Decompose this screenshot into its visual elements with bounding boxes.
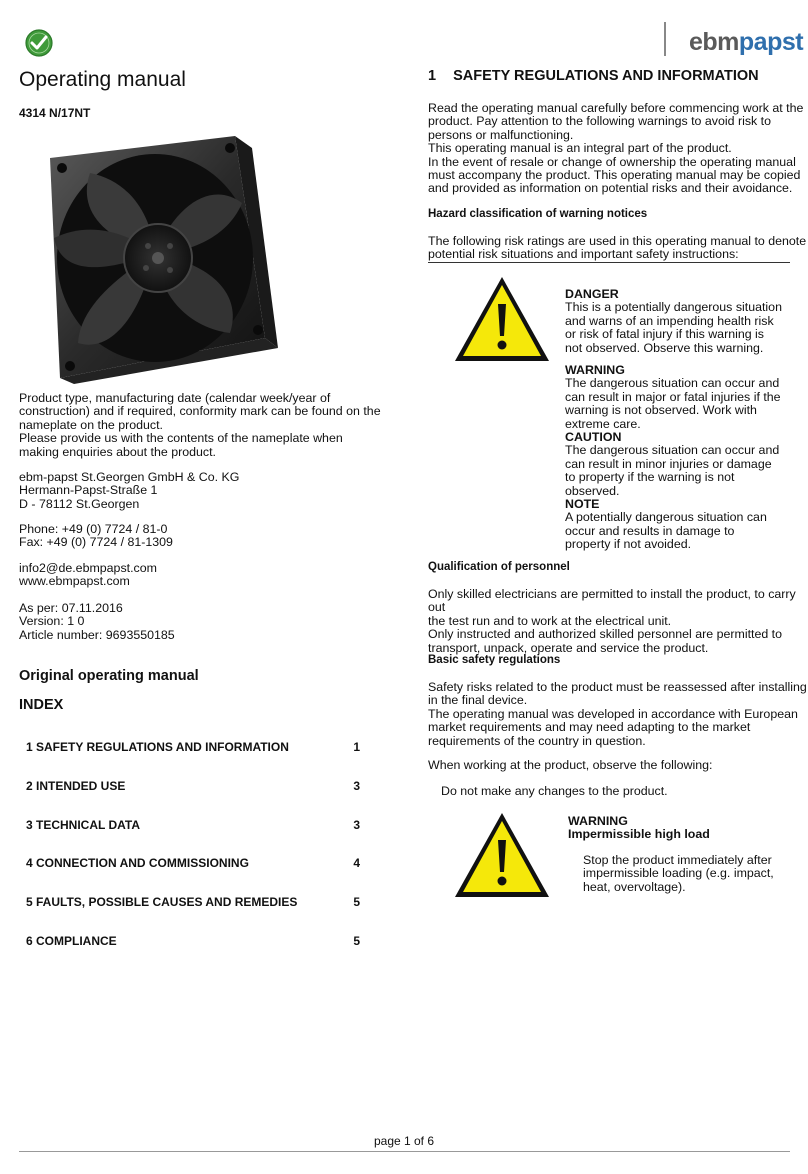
- w2-line: heat, overvoltage).: [583, 879, 686, 894]
- basic-line: in the final device.: [428, 693, 528, 708]
- warning-line: The dangerous situation can occur and: [565, 376, 780, 391]
- observe-text: When working at the product, observe the following:: [428, 758, 713, 772]
- intro-line: product. Pay attention to the following warnings to avoid risk to: [428, 114, 771, 129]
- toc-page: 3: [353, 779, 360, 793]
- warning-title: WARNING: [565, 363, 625, 377]
- logo-part-papst: papst: [738, 28, 804, 56]
- intro-text: [428, 102, 803, 196]
- web-block: [19, 562, 157, 589]
- nameplate-text: [19, 392, 381, 459]
- warning-triangle-icon: [452, 274, 552, 364]
- toc-label: 5 FAULTS, POSSIBLE CAUSES AND REMEDIES: [26, 895, 298, 909]
- toc-page: 3: [353, 818, 360, 832]
- intro-line: This operating manual is an integral part of the product.: [428, 141, 732, 156]
- page-number: page 1 of 6: [373, 1134, 435, 1148]
- company-street: Hermann-Papst-Straße 1: [19, 483, 158, 498]
- toc-item-5[interactable]: [26, 895, 360, 909]
- warning-high-load-text: [583, 854, 774, 894]
- qual-line: Only instructed and authorized skilled personnel are permitted to: [428, 627, 783, 642]
- logo-part-ebm: ebm: [689, 28, 739, 56]
- toc-page: 5: [353, 895, 360, 909]
- contact-block: [19, 523, 173, 550]
- hazard-intro-line: potential risk situations and important safety instructions:: [428, 247, 739, 262]
- company-name: ebm-papst St.Georgen GmbH & Co. KG: [19, 470, 240, 484]
- version-block: [19, 602, 175, 642]
- version-number: Version: 1 0: [19, 614, 85, 629]
- w2-line: impermissible loading (e.g. impact,: [583, 866, 774, 881]
- note-line: A potentially dangerous situation can: [565, 510, 767, 525]
- danger-notice: [565, 288, 782, 355]
- caution-title: CAUTION: [565, 430, 622, 445]
- toc-item-2[interactable]: [26, 779, 360, 793]
- note-line: property if not avoided.: [565, 537, 692, 552]
- qualification-heading: Qualification of personnel: [428, 561, 570, 573]
- danger-line: not observed. Observe this warning.: [565, 340, 764, 355]
- note-title: NOTE: [565, 497, 600, 512]
- nameplate-paragraph-2: Please provide us with the contents of the nameplate when making enquiries about the product.: [19, 431, 343, 459]
- footer-divider: [19, 1151, 790, 1152]
- toc-item-6[interactable]: [26, 934, 360, 948]
- qual-line: transport, unpack, operate and service the product.: [428, 640, 709, 655]
- caution-line: observed.: [565, 483, 620, 498]
- company-city: D - 78112 St.Georgen: [19, 496, 140, 511]
- original-manual-heading: Original operating manual: [19, 668, 199, 684]
- w2-subtitle: Impermissible high load: [568, 827, 710, 842]
- hazard-intro-line: The following risk ratings are used in this operating manual to denote: [428, 234, 807, 248]
- qualification-text: [428, 588, 808, 655]
- toc-label: 4 CONNECTION AND COMMISSIONING: [26, 856, 249, 870]
- w2-title: WARNING: [568, 814, 628, 828]
- warning-line: warning is not observed. Work with: [565, 403, 757, 418]
- email-link[interactable]: info2@de.ebmpapst.com: [19, 561, 157, 575]
- hazard-heading: Hazard classification of warning notices: [428, 208, 648, 220]
- section-title: SAFETY REGULATIONS AND INFORMATION: [453, 68, 759, 84]
- section-number: 1: [428, 68, 437, 84]
- green-check-badge-icon: [24, 28, 54, 58]
- basic-line: Safety risks related to the product must be reassessed after installing: [428, 680, 807, 694]
- article-number: Article number: 9693550185: [19, 627, 175, 642]
- basic-line: market requirements and may need adapting to the market: [428, 720, 751, 735]
- page-title: Operating manual: [19, 68, 186, 91]
- intro-line: Read the operating manual carefully before commencing work at the: [428, 101, 804, 115]
- web-link[interactable]: www.ebmpapst.com: [19, 574, 130, 589]
- caution-line: can result in minor injuries or damage: [565, 456, 772, 471]
- bullet-no-changes: Do not make any changes to the product.: [441, 784, 668, 798]
- toc-item-1[interactable]: [26, 740, 360, 754]
- toc-label: 2 INTENDED USE: [26, 779, 126, 793]
- danger-line: This is a potentially dangerous situation: [565, 300, 782, 315]
- danger-line: or risk of fatal injury if this warning is: [565, 327, 765, 342]
- danger-line: and warns of an impending health risk: [565, 313, 774, 328]
- intro-line: and provided as information on potential risks and their avoidance.: [428, 181, 793, 196]
- address-block: [19, 471, 239, 511]
- index-heading: INDEX: [19, 697, 64, 713]
- toc-label: 3 TECHNICAL DATA: [26, 818, 140, 832]
- warning-high-load-title: [568, 815, 710, 842]
- intro-line: must accompany the product. This operating manual may be copied: [428, 168, 801, 183]
- qual-line: Only skilled electricians are permitted to install the product, to carry out: [428, 587, 796, 615]
- toc-item-4[interactable]: [26, 856, 360, 870]
- toc-label: 1 SAFETY REGULATIONS AND INFORMATION: [26, 740, 289, 754]
- toc-page: 4: [353, 856, 360, 870]
- phone-number: Phone: +49 (0) 7724 / 81-0: [19, 522, 168, 536]
- basic-line: requirements of the country in question.: [428, 733, 646, 748]
- warning-line: extreme care.: [565, 416, 641, 431]
- fax-number: Fax: +49 (0) 7724 / 81-1309: [19, 535, 173, 550]
- toc-page: 5: [353, 934, 360, 948]
- caution-line: to property if the warning is not: [565, 470, 735, 485]
- warning-notice: [565, 364, 781, 552]
- qual-line: the test run and to work at the electrical unit.: [428, 613, 672, 628]
- axial-fan-icon: [30, 128, 280, 384]
- basic-line: The operating manual was developed in accordance with European: [428, 706, 798, 721]
- toc-item-3[interactable]: [26, 818, 360, 832]
- model-number: 4314 N/17NT: [19, 106, 91, 120]
- toc-page: 1: [353, 740, 360, 754]
- hazard-intro: [428, 235, 806, 262]
- warning-line: can result in major or fatal injuries if the: [565, 389, 781, 404]
- hazard-divider: [428, 262, 790, 263]
- basic-safety-heading: Basic safety regulations: [428, 654, 561, 666]
- intro-line: persons or malfunctioning.: [428, 127, 574, 142]
- section-heading: [428, 68, 759, 84]
- nameplate-paragraph: Product type, manufacturing date (calendar week/year of construction) and if required, conformity mark can be found on the nameplate on the product.: [19, 391, 381, 432]
- warning-triangle-icon: [452, 810, 552, 900]
- header-divider: [664, 22, 666, 56]
- ebmpapst-logo: [689, 28, 803, 57]
- caution-line: The dangerous situation can occur and: [565, 443, 780, 458]
- w2-line: Stop the product immediately after: [583, 853, 772, 867]
- toc-label: 6 COMPLIANCE: [26, 934, 117, 948]
- note-line: occur and results in damage to: [565, 523, 735, 538]
- danger-title: DANGER: [565, 287, 619, 301]
- as-per-date: As per: 07.11.2016: [19, 601, 123, 615]
- intro-line: In the event of resale or change of ownership the operating manual: [428, 154, 796, 169]
- basic-safety-text: [428, 681, 807, 748]
